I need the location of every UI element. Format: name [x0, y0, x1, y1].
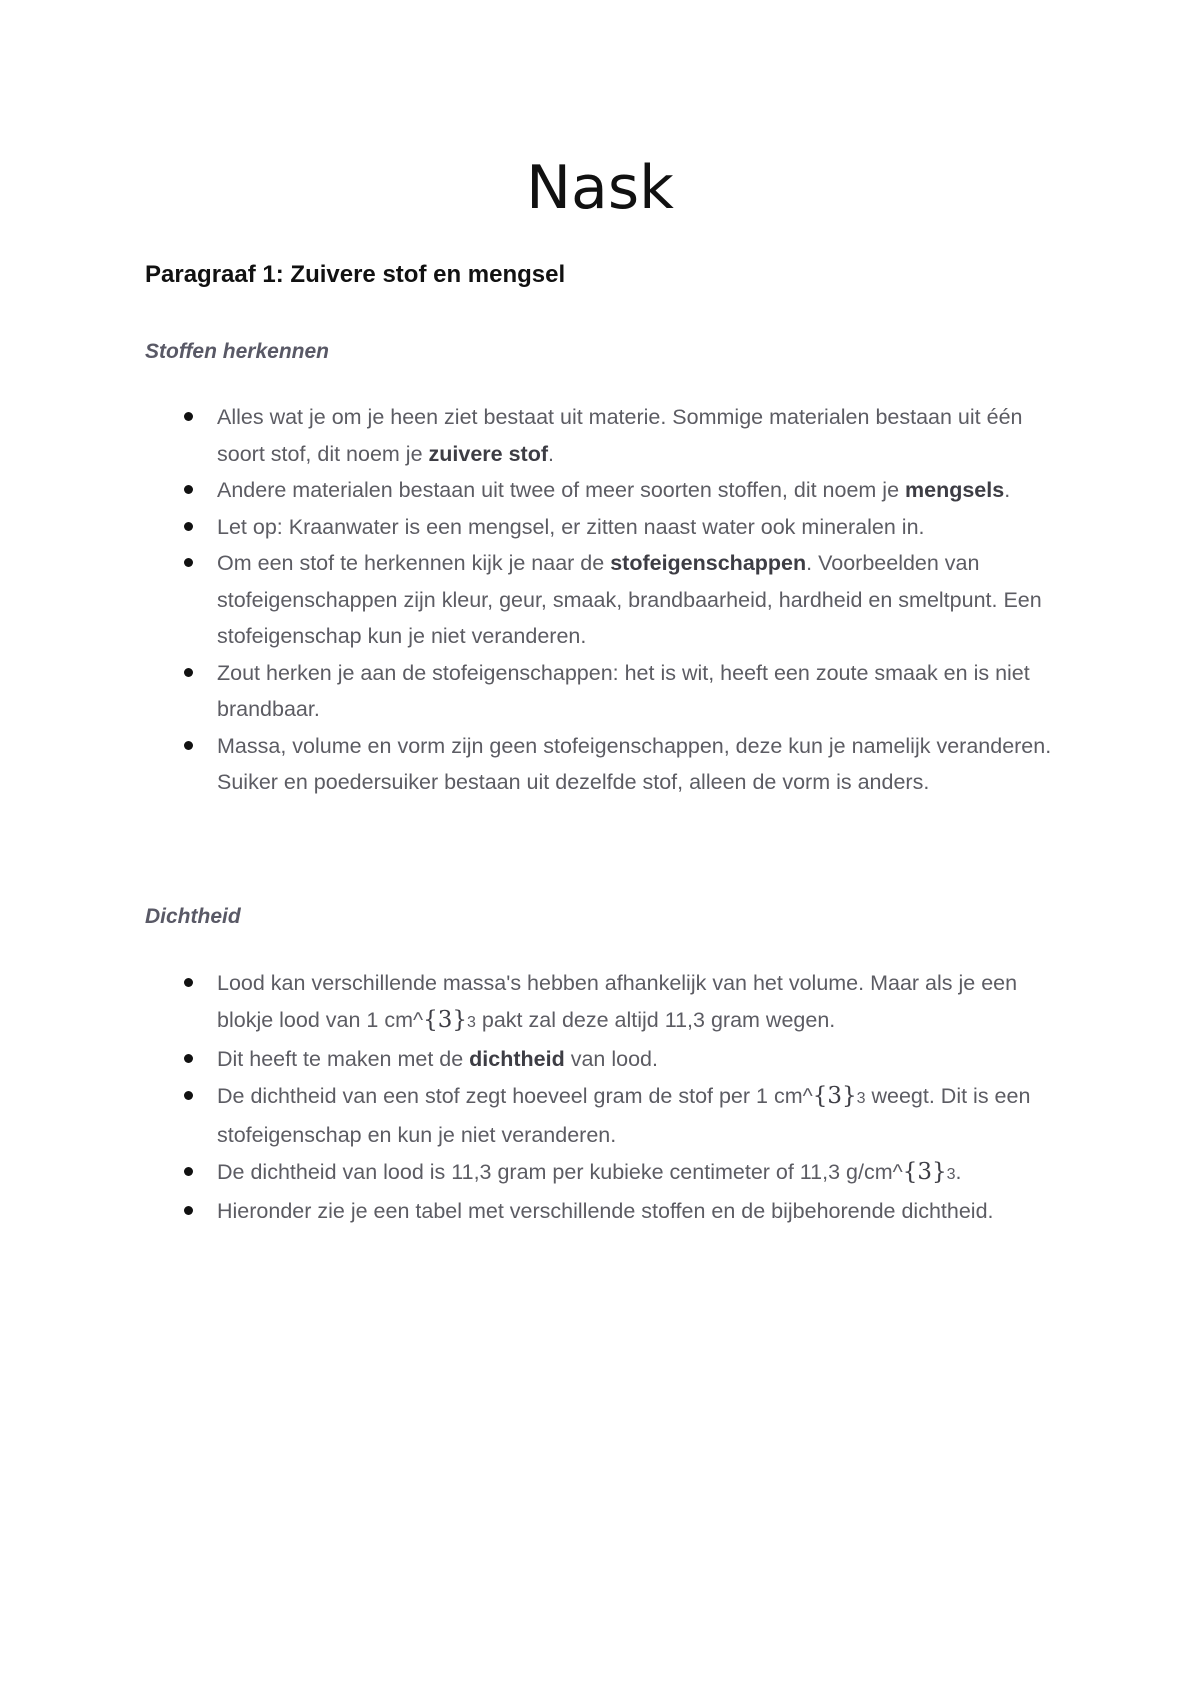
list-item: [145, 965, 1075, 1041]
list-item: [145, 1154, 1075, 1194]
bullet-dot-icon: [184, 485, 193, 494]
bold-term: dichtheid: [469, 1047, 565, 1071]
list-item: [145, 509, 1075, 546]
math-exponent: {3}: [812, 1082, 857, 1109]
subheading-stoffen-herkennen: Stoffen herkennen: [145, 340, 329, 363]
bullet-text: Alles wat je om je heen ziet bestaat uit materie. Sommige materialen bestaan uit één soort stof, dit noem je: [217, 405, 1023, 466]
bullet-text: Dit heeft te maken met de: [217, 1047, 470, 1071]
list-item: [145, 1078, 1075, 1154]
bullet-text: Om een stof te herkennen kijk je naar de: [217, 551, 611, 575]
section-heading: Paragraaf 1: Zuivere stof en mengsel: [145, 261, 566, 288]
document-title: Nask: [526, 153, 674, 223]
bold-term: mengsels: [905, 478, 1005, 502]
bullet-text: van lood.: [564, 1047, 658, 1071]
bullet-dot-icon: [184, 522, 193, 531]
bullet-dot-icon: [184, 1091, 193, 1100]
bullet-dot-icon: [184, 558, 193, 567]
bullet-text: Massa, volume en vorm zijn geen stofeigenschappen, deze kun je namelijk veranderen. Suiker en poedersuiker bestaan uit dezelfde stof, alleen de vorm is anders.: [217, 733, 1052, 794]
bullet-text: pakt zal deze altijd 11,3 gram wegen.: [475, 1007, 836, 1032]
bullet-text: Andere materialen bestaan uit twee of meer soorten stoffen, dit noem je: [217, 478, 905, 502]
bullet-list-dichtheid: [145, 965, 1075, 1230]
bullet-dot-icon: [184, 1206, 193, 1215]
subheading-dichtheid: Dichtheid: [145, 905, 241, 928]
math-exponent: {3}: [902, 1158, 947, 1185]
bullet-dot-icon: [184, 668, 193, 677]
bullet-text: .: [955, 1159, 962, 1184]
bullet-text: .: [1004, 478, 1011, 502]
list-item: [145, 728, 1075, 801]
bullet-text: De dichtheid van lood is 11,3 gram per kubieke centimeter of 11,3 g/cm^: [217, 1159, 903, 1184]
bullet-text: De dichtheid van een stof zegt hoeveel gram de stof per 1 cm^: [217, 1083, 813, 1108]
list-item: [145, 655, 1075, 728]
superscript-digit: 3: [467, 1013, 476, 1031]
bold-term: stofeigenschappen: [610, 551, 807, 575]
list-item: [145, 545, 1075, 655]
math-exponent: {3}: [423, 1006, 467, 1033]
superscript-digit: 3: [946, 1165, 956, 1183]
bullet-dot-icon: [184, 1054, 193, 1063]
bullet-text: weegt. Dit is een stofeigenschap en kun je niet veranderen.: [217, 1083, 1031, 1147]
bullet-text: Zout herken je aan de stofeigenschappen: het is wit, heeft een zoute smaak en is niet brandbaar.: [217, 660, 1030, 721]
bullet-dot-icon: [184, 978, 193, 987]
bullet-text: .: [548, 441, 554, 466]
bullet-list-stoffen-herkennen: [145, 399, 1075, 801]
list-item: [145, 472, 1075, 509]
bold-term: zuivere stof: [428, 441, 548, 466]
bullet-dot-icon: [184, 741, 193, 750]
bullet-text: Hieronder zie je een tabel met verschillende stoffen en de bijbehorende dichtheid.: [217, 1199, 994, 1223]
list-item: [145, 1193, 1075, 1230]
bullet-text: Lood kan verschillende massa's hebben afhankelijk van het volume. Maar als je een blokje lood van 1 cm^: [217, 971, 1018, 1032]
list-item: [145, 1041, 1075, 1078]
bullet-text: Let op: Kraanwater is een mengsel, er zitten naast water ook mineralen in.: [217, 514, 925, 539]
list-item: [145, 399, 1075, 472]
bullet-dot-icon: [184, 1167, 193, 1176]
superscript-digit: 3: [856, 1089, 866, 1107]
bullet-dot-icon: [184, 412, 193, 421]
bullet-text: . Voorbeelden van stofeigenschappen zijn kleur, geur, smaak, brandbaarheid, hardheid en smeltpunt. Een stofeigenschap kun je niet veranderen.: [217, 551, 1042, 648]
